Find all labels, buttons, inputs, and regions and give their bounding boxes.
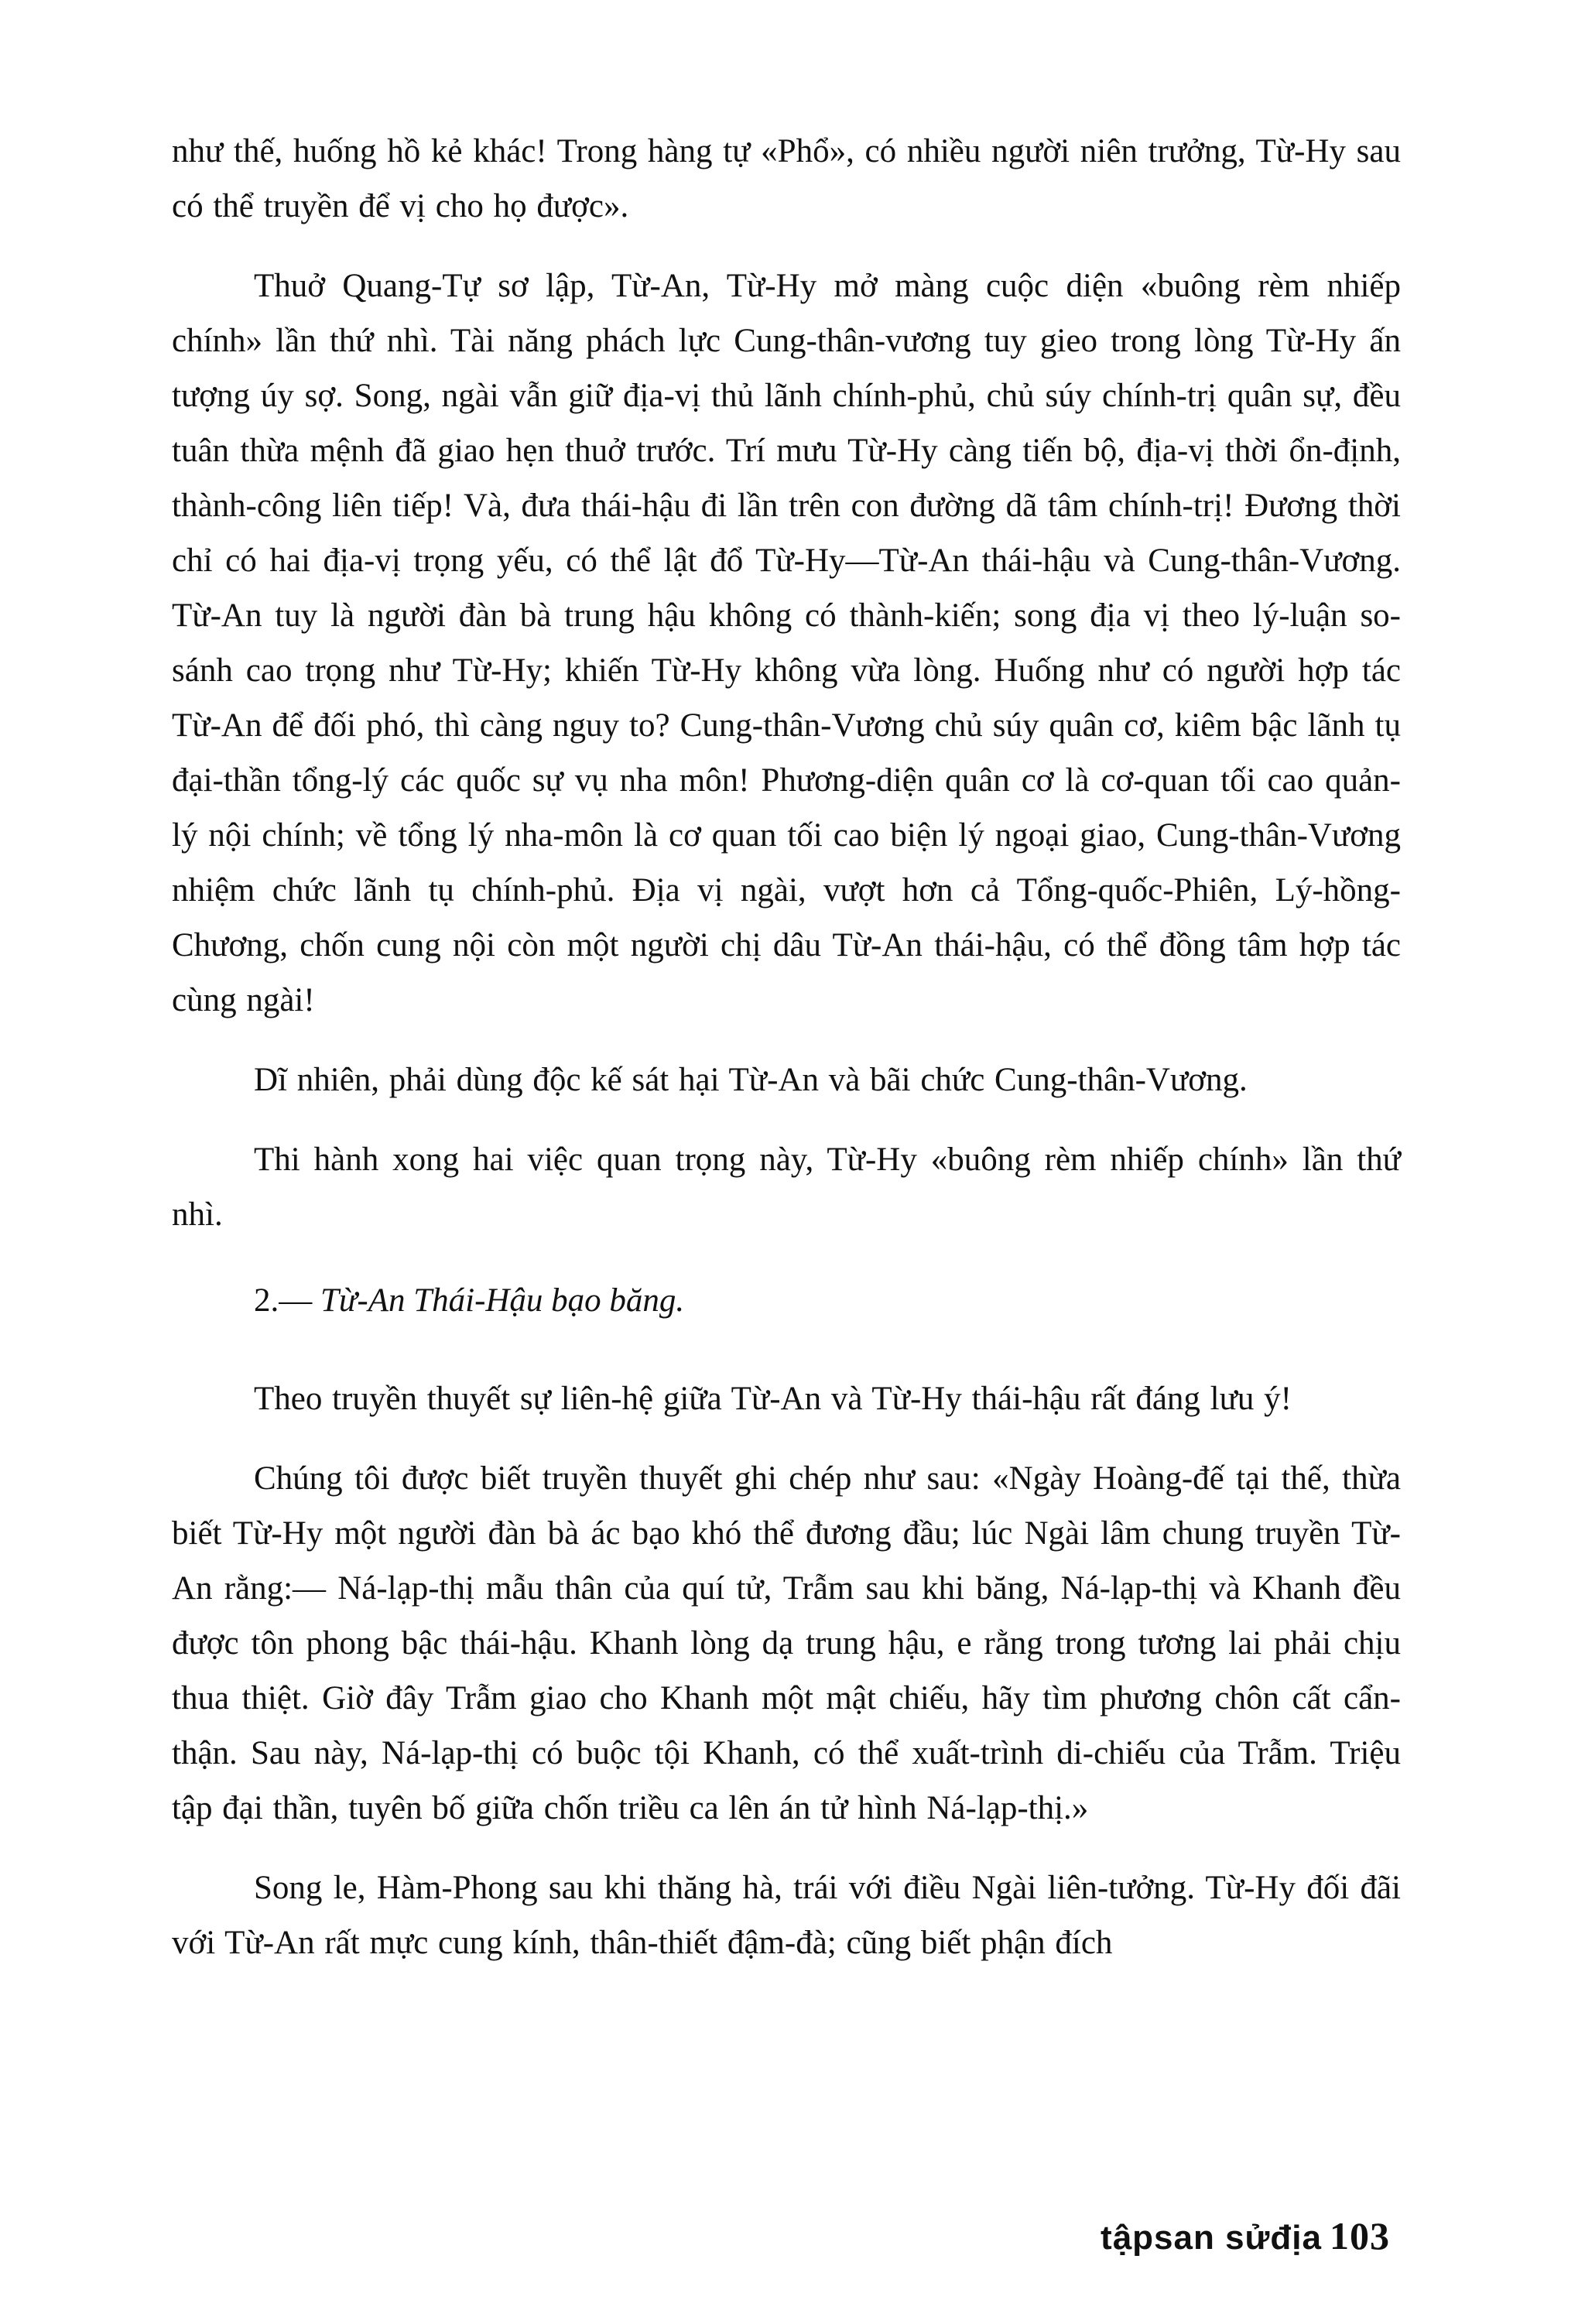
body-text (172, 124, 1401, 1970)
page-number: 103 (1330, 2214, 1390, 2257)
section-title: Từ-An Thái-Hậu bạo băng. (320, 1282, 685, 1319)
paragraph-7: Song le, Hàm-Phong sau khi thăng hà, trái với điều Ngài liên-tưởng. Từ-Hy đối đãi với Từ-An rất mực cung kính, thân-thiết đậm-đà; cũng biết phận đích (172, 1870, 1401, 1961)
journal-name: tậpsan sửđịa (1101, 2219, 1322, 2257)
paragraph-2: Thuở Quang-Tự sơ lập, Từ-An, Từ-Hy mở màng cuộc diện «buông rèm nhiếp chính» lần thứ nhì. Tài năng phách lực Cung-thân-vương tuy gieo trong lòng Từ-Hy ấn tượng úy sợ. Song, ngài vẫn giữ địa-vị thủ lãnh chính-phủ, chủ súy chính-trị quân sự, đều tuân thừa mệnh đã giao hẹn thuở trước. Trí mưu Từ-Hy càng tiến bộ, địa-vị thời ổn-định, thành-công liên tiếp! Và, đưa thái-hậu đi lần trên con đường dã tâm chính-trị! Đương thời chỉ có hai địa-vị trọng yếu, có thể lật đổ Từ-Hy—Từ-An thái-hậu và Cung-thân-Vương. Từ-An tuy là người đàn bà trung hậu không có thành-kiến; song địa vị theo lý-luận so-sánh cao trọng như Từ-Hy; khiến Từ-Hy không vừa lòng. Huống như có người hợp tác Từ-An để đối phó, thì càng nguy to? Cung-thân-Vương chủ súy quân cơ, kiêm bậc lãnh tụ đại-thần tổng-lý các quốc sự vụ nha môn! Phương-diện quân cơ là cơ-quan tối cao quản-lý nội chính; về tổng lý nha-môn là cơ quan tối cao biện lý ngoại giao, Cung-thân-Vương nhiệm chức lãnh tụ chính-phủ. Địa vị ngài, vượt hơn cả Tổng-quốc-Phiên, Lý-hồng-Chương, chốn cung nội còn một người chị dâu Từ-An thái-hậu, có thể đồng tâm hợp tác cùng ngài! (172, 268, 1401, 1018)
paragraph-4: Thi hành xong hai việc quan trọng này, Từ-Hy «buông rèm nhiếp chính» lần thứ nhì. (172, 1141, 1401, 1233)
page-footer (1101, 2213, 1390, 2258)
section-number: 2.— (254, 1282, 313, 1319)
paragraph-1: như thế, huống hồ kẻ khác! Trong hàng tự «Phổ», có nhiều người niên trưởng, Từ-Hy sau có thể truyền để vị cho họ được». (172, 133, 1401, 224)
section-heading (172, 1273, 1401, 1328)
paragraph-5: Theo truyền thuyết sự liên-hệ giữa Từ-An và Từ-Hy thái-hậu rất đáng lưu ý! (254, 1381, 1292, 1417)
paragraph-3: Dĩ nhiên, phải dùng độc kế sát hại Từ-An và bãi chức Cung-thân-Vương. (254, 1062, 1248, 1098)
paragraph-6: Chúng tôi được biết truyền thuyết ghi chép như sau: «Ngày Hoàng-đế tại thế, thừa biết Từ-Hy một người đàn bà ác bạo khó thể đương đầu; lúc Ngài lâm chung truyền Từ-An rằng:— Ná-lạp-thị mẫu thân của quí tử, Trẫm sau khi băng, Ná-lạp-thị và Khanh đều được tôn phong bậc thái-hậu. Khanh lòng dạ trung hậu, e rằng trong tương lai phải chịu thua thiệt. Giờ đây Trẫm giao cho Khanh một mật chiếu, hãy tìm phương chôn cất cẩn-thận. Sau này, Ná-lạp-thị có buộc tội Khanh, có thể xuất-trình di-chiếu của Trẫm. Triệu tập đại thần, tuyên bố giữa chốn triều ca lên án tử hình Ná-lạp-thị.» (172, 1460, 1401, 1826)
